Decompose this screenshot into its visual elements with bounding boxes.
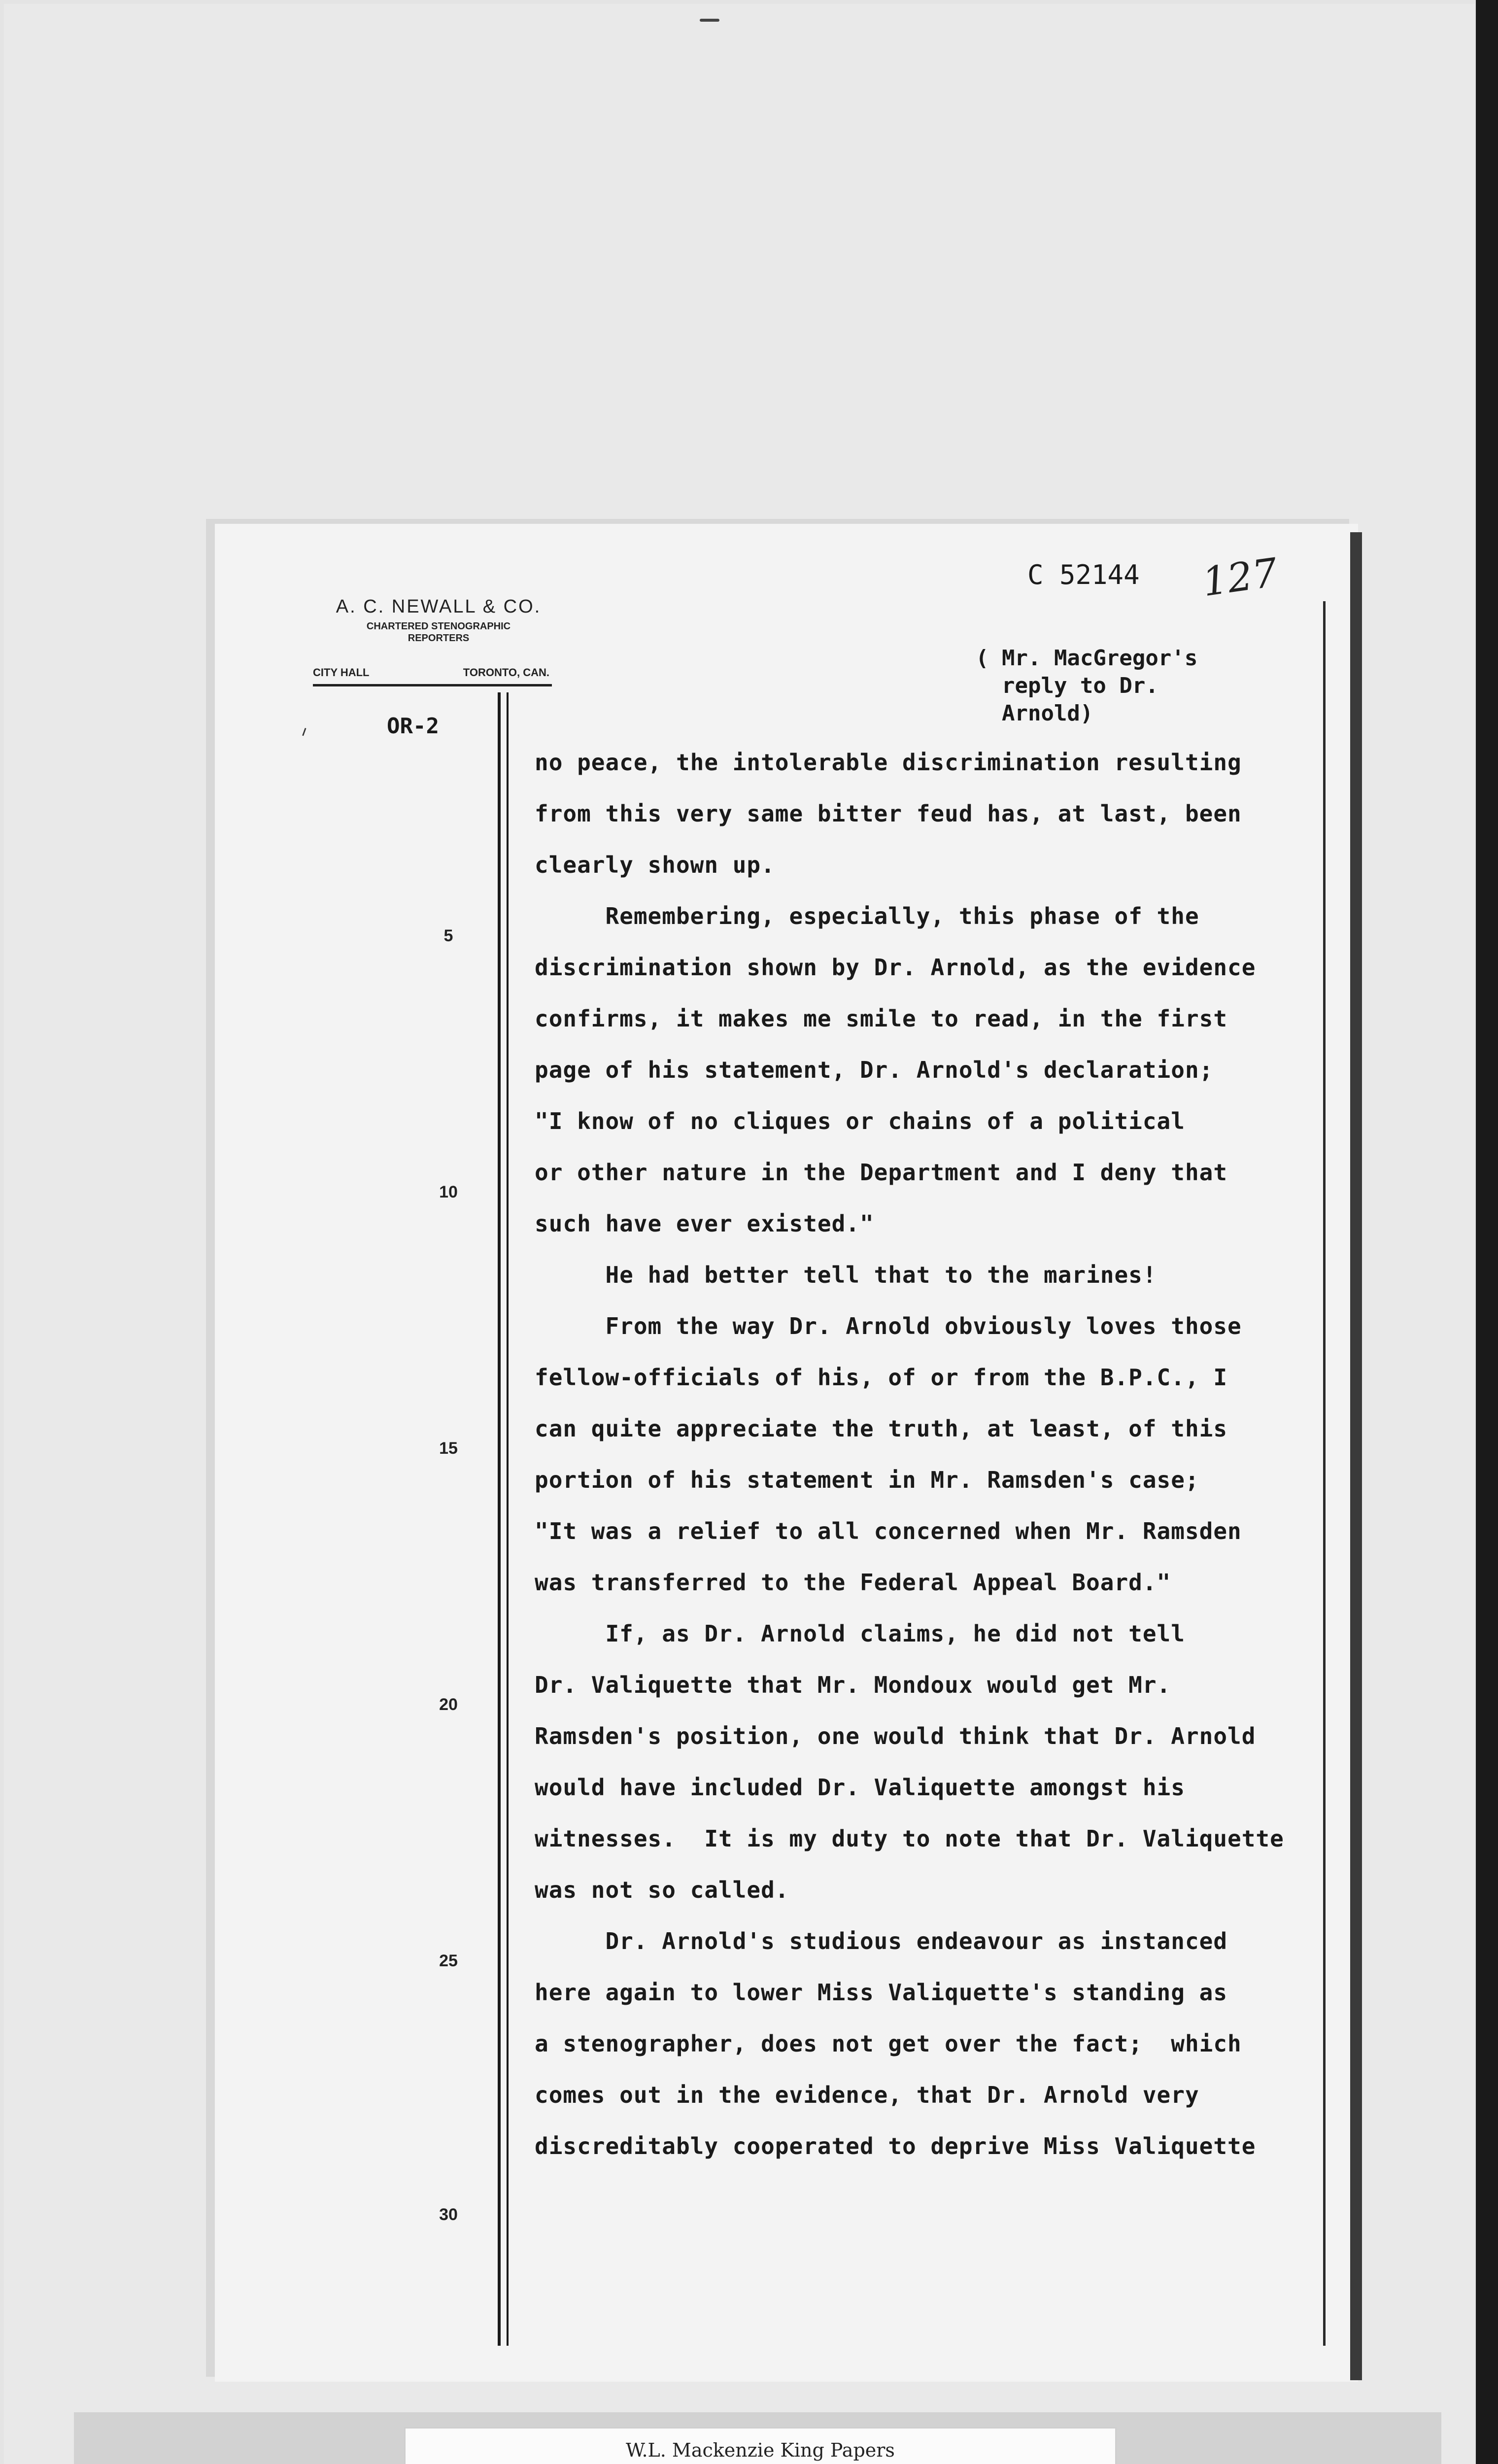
page-shadow — [1350, 532, 1362, 2380]
document-number: C 52144 — [1027, 559, 1140, 590]
collection-name: W.L. Mackenzie King Papers — [626, 2439, 895, 2461]
body-text-line: page of his statement, Dr. Arnold's declaration; — [535, 1057, 1214, 1083]
body-text-line: from this very same bitter feud has, at last, been — [535, 800, 1242, 827]
body-text-line: can quite appreciate the truth, at least, of this — [535, 1415, 1228, 1442]
body-text-line: If, as Dr. Arnold claims, he did not tell — [535, 1620, 1185, 1647]
letterhead-address — [313, 666, 549, 679]
body-text-line: From the way Dr. Arnold obviously loves those — [535, 1313, 1242, 1339]
body-text-line: Remembering, especially, this phase of the — [535, 903, 1199, 929]
body-text-line: Dr. Arnold's studious endeavour as instanced — [535, 1928, 1228, 1954]
section-marker: OR-2 — [387, 714, 439, 739]
body-text-line: comes out in the evidence, that Dr. Arnold very — [535, 2082, 1199, 2108]
right-margin-rule — [1323, 601, 1326, 2346]
body-text-line: was not so called. — [535, 1877, 789, 1903]
line-number: 30 — [439, 2205, 458, 2224]
stray-pen-mark: ᐟ — [298, 723, 314, 748]
archive-collection-label — [404, 2427, 1117, 2464]
line-number: 20 — [439, 1695, 458, 1714]
body-text-line: here again to lower Miss Valiquette's standing as — [535, 1979, 1228, 2006]
body-text-line: "I know of no cliques or chains of a political — [535, 1108, 1185, 1134]
letterhead-city-right: TORONTO, CAN. — [463, 666, 549, 679]
letterhead — [310, 596, 567, 644]
body-text-line: Ramsden's position, one would think that Dr. Arnold — [535, 1723, 1256, 1749]
heading-note: ( Mr. MacGregor's reply to Dr. Arnold) — [976, 646, 1198, 726]
line-number: 15 — [439, 1439, 458, 1458]
line-number: 5 — [443, 926, 453, 945]
body-text-line: portion of his statement in Mr. Ramsden's case; — [535, 1467, 1199, 1493]
body-text-line: discrimination shown by Dr. Arnold, as the evidence — [535, 954, 1256, 981]
letterhead-line2: REPORTERS — [408, 633, 470, 644]
body-text-line: a stenographer, does not get over the fact; which — [535, 2030, 1242, 2057]
margin-rule-inner — [507, 692, 509, 2346]
body-text-line: confirms, it makes me smile to read, in the first — [535, 1005, 1228, 1032]
body-text-line: Dr. Valiquette that Mr. Mondoux would get Mr. — [535, 1672, 1171, 1698]
body-text-line: He had better tell that to the marines! — [535, 1262, 1157, 1288]
frame-tick-mark — [700, 19, 719, 22]
body-text-line: witnesses. It is my duty to note that Dr. Valiquette — [535, 1825, 1284, 1852]
body-text-line: such have ever existed." — [535, 1210, 874, 1237]
body-text-line: "It was a relief to all concerned when Mr. Ramsden — [535, 1518, 1242, 1544]
letterhead-line1: CHARTERED STENOGRAPHIC — [366, 621, 511, 632]
handwritten-page-number: 127 — [1199, 549, 1281, 606]
body-text-line: clearly shown up. — [535, 852, 775, 878]
film-edge — [1476, 0, 1498, 2464]
letterhead-underline — [313, 684, 552, 686]
body-text-line: discreditably cooperated to deprive Miss Valiquette — [535, 2133, 1256, 2159]
line-number: 25 — [439, 1951, 458, 1970]
letterhead-city-left: CITY HALL — [313, 666, 370, 679]
body-text-line: or other nature in the Department and I deny that — [535, 1159, 1228, 1186]
body-text-line: was transferred to the Federal Appeal Board." — [535, 1569, 1171, 1596]
margin-rule — [498, 692, 501, 2346]
body-text-line: no peace, the intolerable discrimination resulting — [535, 749, 1242, 776]
line-number: 10 — [439, 1183, 458, 1201]
letterhead-name: A. C. NEWALL & CO. — [336, 596, 542, 617]
body-text-line: fellow-officials of his, of or from the B.P.C., I — [535, 1364, 1228, 1391]
body-text-line: would have included Dr. Valiquette amongst his — [535, 1774, 1185, 1801]
